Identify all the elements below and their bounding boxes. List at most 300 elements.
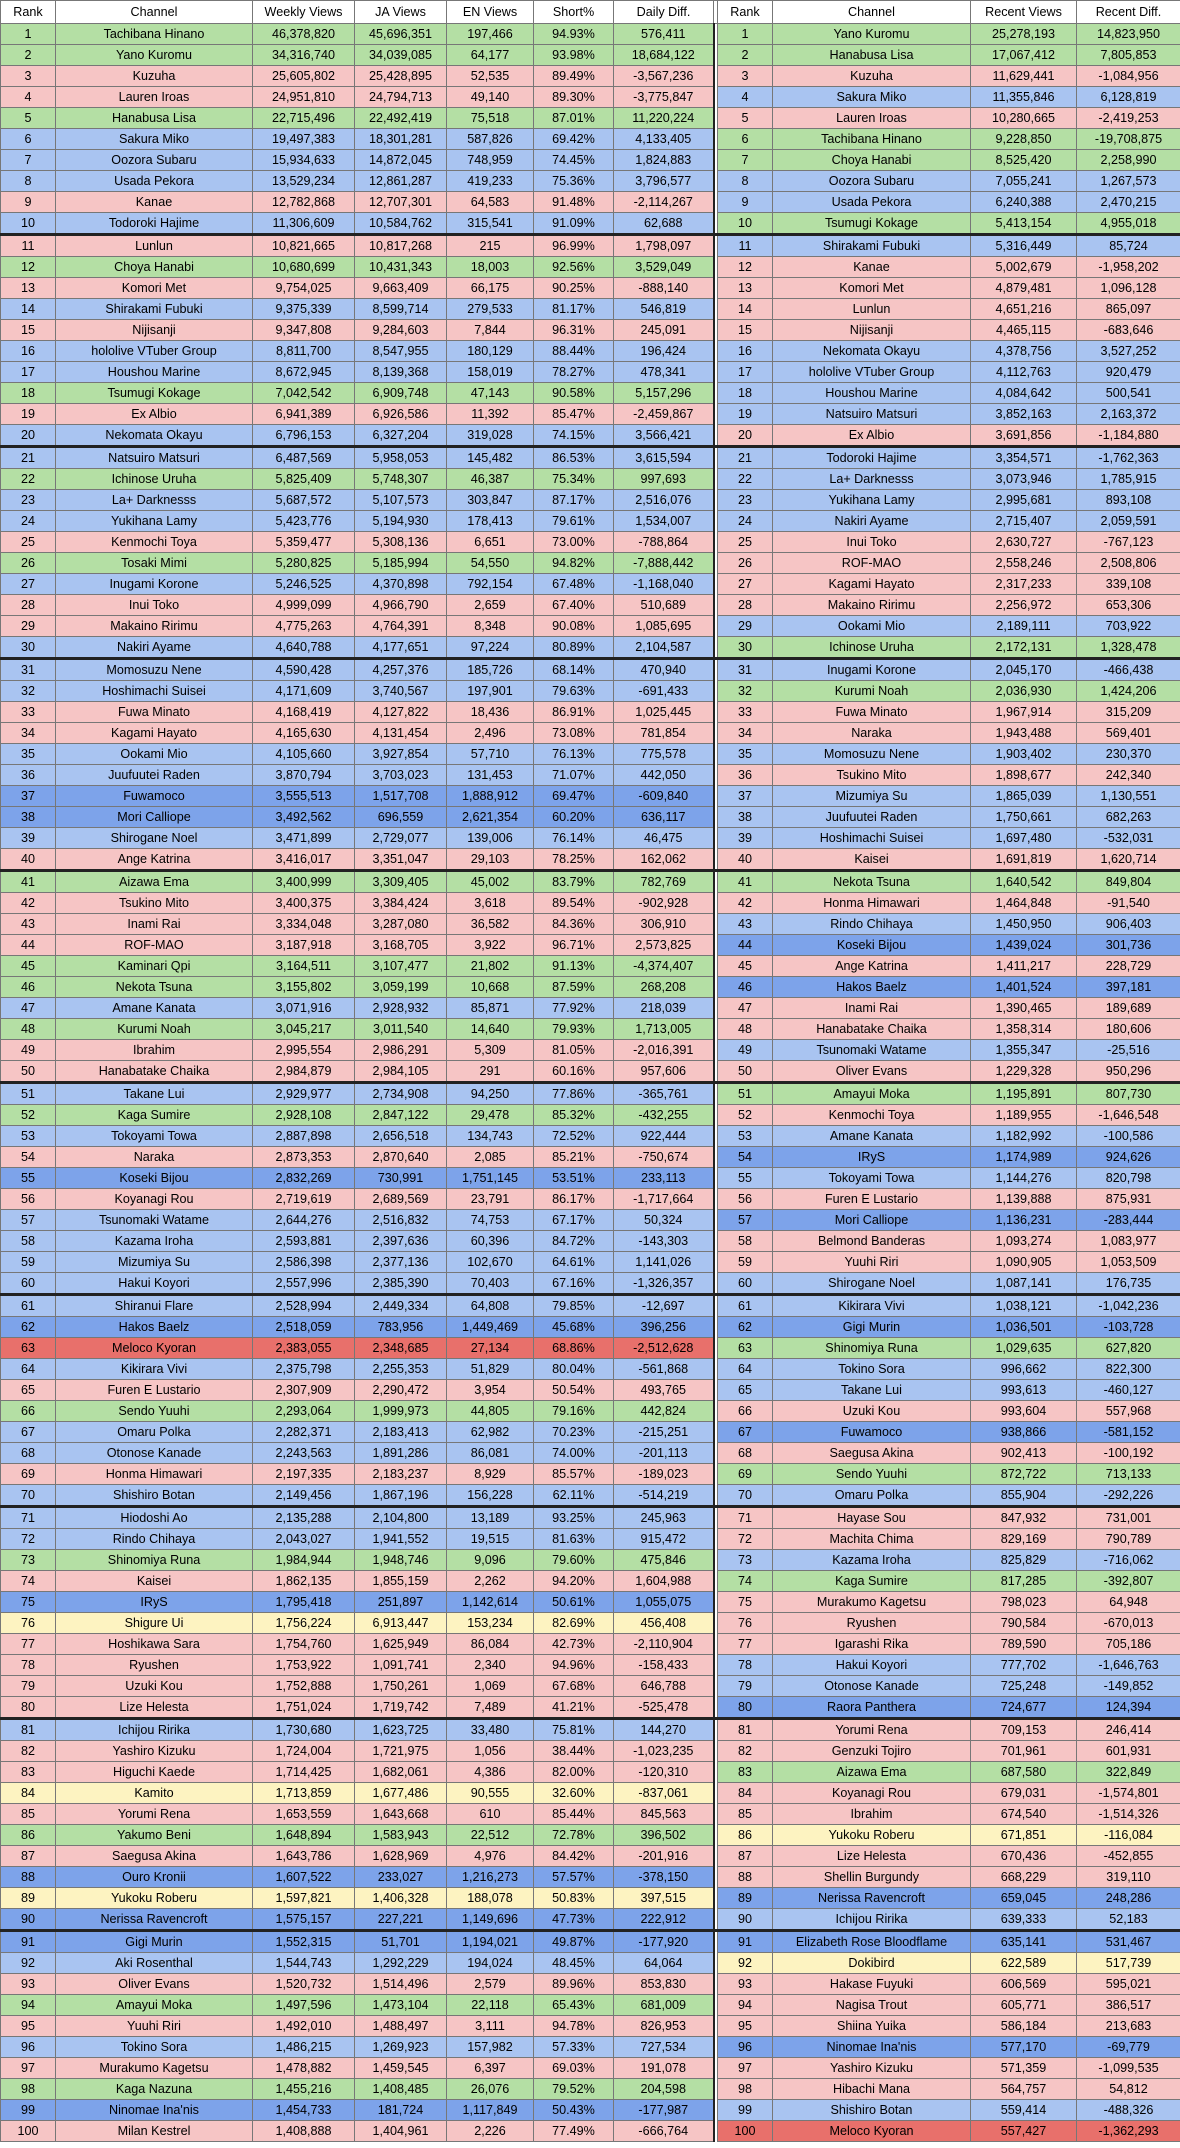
table-row <box>718 659 1180 681</box>
table-row <box>718 1783 1180 1804</box>
recent-views-cell: 1,029,635 <box>971 1338 1077 1359</box>
recent-diff-cell: 248,286 <box>1077 1888 1180 1909</box>
ja-views-cell: 2,689,569 <box>355 1189 447 1210</box>
daily-diff-cell: 456,408 <box>614 1613 714 1634</box>
rank-cell: 41 <box>718 871 773 893</box>
en-views-cell: 13,189 <box>447 1507 534 1529</box>
recent-views-cell: 1,038,121 <box>971 1295 1077 1317</box>
weekly-views-cell: 1,653,559 <box>253 1804 355 1825</box>
recent-views-cell: 709,153 <box>971 1719 1077 1741</box>
channel-cell: Tsunomaki Watame <box>56 1210 253 1231</box>
recent-diff-cell: 531,467 <box>1077 1931 1180 1953</box>
rank-cell: 49 <box>1 1040 56 1061</box>
rank-cell: 60 <box>1 1273 56 1295</box>
weekly-views-cell: 9,754,025 <box>253 278 355 299</box>
short-pct-cell: 32.60% <box>534 1783 614 1804</box>
short-pct-cell: 89.96% <box>534 1974 614 1995</box>
ja-views-cell: 1,625,949 <box>355 1634 447 1655</box>
recent-diff-cell: 875,931 <box>1077 1189 1180 1210</box>
daily-diff-cell: 475,846 <box>614 1550 714 1571</box>
rank-cell: 10 <box>1 213 56 235</box>
table-row <box>718 320 1180 341</box>
recent-views-cell: 1,195,891 <box>971 1083 1077 1105</box>
ja-views-cell: 1,999,973 <box>355 1401 447 1422</box>
channel-cell: Kikirara Vivi <box>56 1359 253 1380</box>
short-pct-cell: 89.30% <box>534 87 614 108</box>
channel-cell: Ookami Mio <box>773 616 971 637</box>
rank-cell: 18 <box>718 383 773 404</box>
rank-cell: 22 <box>718 469 773 490</box>
recent-views-cell: 5,002,679 <box>971 257 1077 278</box>
ja-views-cell: 233,027 <box>355 1867 447 1888</box>
channel-cell: Kamito <box>56 1783 253 1804</box>
ja-views-cell: 5,308,136 <box>355 532 447 553</box>
channel-cell: Lunlun <box>56 235 253 257</box>
recent-diff-cell: 7,805,853 <box>1077 45 1180 66</box>
rank-cell: 54 <box>1 1147 56 1168</box>
ja-views-cell: 3,011,540 <box>355 1019 447 1040</box>
recent-views-cell: 789,590 <box>971 1634 1077 1655</box>
short-pct-cell: 79.93% <box>534 1019 614 1040</box>
table-row <box>718 1422 1180 1443</box>
header-short-pct: Short% <box>534 1 614 24</box>
daily-diff-cell: -691,433 <box>614 681 714 702</box>
short-pct-cell: 78.27% <box>534 362 614 383</box>
weekly-views-cell: 4,105,660 <box>253 744 355 765</box>
daily-diff-cell: -1,326,357 <box>614 1273 714 1295</box>
rank-cell: 45 <box>1 956 56 977</box>
weekly-views-cell: 3,492,562 <box>253 807 355 828</box>
rank-cell: 94 <box>718 1995 773 2016</box>
weekly-views-cell: 5,280,825 <box>253 553 355 574</box>
recent-diff-cell: -1,099,535 <box>1077 2058 1180 2079</box>
recent-views-cell: 4,879,481 <box>971 278 1077 299</box>
short-pct-cell: 81.63% <box>534 1529 614 1550</box>
rank-cell: 70 <box>1 1485 56 1507</box>
ja-views-cell: 3,168,705 <box>355 935 447 956</box>
recent-views-cell: 2,630,727 <box>971 532 1077 553</box>
channel-cell: Oliver Evans <box>56 1974 253 1995</box>
recent-views-cell: 577,170 <box>971 2037 1077 2058</box>
weekly-views-cell: 24,951,810 <box>253 87 355 108</box>
en-views-cell: 44,805 <box>447 1401 534 1422</box>
weekly-views-cell: 1,754,760 <box>253 1634 355 1655</box>
short-pct-cell: 76.13% <box>534 744 614 765</box>
short-pct-cell: 94.93% <box>534 24 614 45</box>
rank-cell: 73 <box>718 1550 773 1571</box>
table-row <box>1 1040 718 1061</box>
table-row <box>718 935 1180 956</box>
rank-cell: 61 <box>718 1295 773 1317</box>
channel-cell: IRyS <box>56 1592 253 1613</box>
en-views-cell: 197,466 <box>447 24 534 45</box>
table-row <box>718 150 1180 171</box>
weekly-views-cell: 1,713,859 <box>253 1783 355 1804</box>
recent-diff-cell: 176,735 <box>1077 1273 1180 1295</box>
table-row <box>718 1762 1180 1783</box>
rank-cell: 99 <box>718 2100 773 2121</box>
en-views-cell: 315,541 <box>447 213 534 235</box>
rank-cell: 39 <box>1 828 56 849</box>
table-row <box>1 574 718 595</box>
channel-cell: Mori Calliope <box>56 807 253 828</box>
recent-diff-cell: -100,192 <box>1077 1443 1180 1464</box>
table-row <box>718 977 1180 998</box>
en-views-cell: 1,216,273 <box>447 1867 534 1888</box>
recent-views-cell: 605,771 <box>971 1995 1077 2016</box>
channel-cell: Nekomata Okayu <box>56 425 253 447</box>
recent-views-cell: 5,413,154 <box>971 213 1077 235</box>
rank-cell: 93 <box>718 1974 773 1995</box>
en-views-cell: 62,982 <box>447 1422 534 1443</box>
weekly-views-cell: 2,383,055 <box>253 1338 355 1359</box>
channel-cell: Machita Chima <box>773 1529 971 1550</box>
daily-diff-cell: 3,566,421 <box>614 425 714 447</box>
short-pct-cell: 90.58% <box>534 383 614 404</box>
short-pct-cell: 94.96% <box>534 1655 614 1676</box>
table-row <box>1 532 718 553</box>
channel-cell: Inui Toko <box>773 532 971 553</box>
table-row <box>1 1529 718 1550</box>
short-pct-cell: 85.47% <box>534 404 614 425</box>
header-rank: Rank <box>718 1 773 24</box>
weekly-views-cell: 11,306,609 <box>253 213 355 235</box>
short-pct-cell: 85.44% <box>534 1804 614 1825</box>
table-row <box>718 1443 1180 1464</box>
table-row <box>1 108 718 129</box>
ja-views-cell: 4,131,454 <box>355 723 447 744</box>
en-views-cell: 4,976 <box>447 1846 534 1867</box>
rank-cell: 96 <box>1 2037 56 2058</box>
weekly-views-cell: 3,164,511 <box>253 956 355 977</box>
channel-cell: Meloco Kyoran <box>773 2121 971 2142</box>
rank-cell: 34 <box>1 723 56 744</box>
rank-cell: 79 <box>1 1676 56 1697</box>
recent-diff-cell: -767,123 <box>1077 532 1180 553</box>
recent-views-cell: 2,317,233 <box>971 574 1077 595</box>
en-views-cell: 215 <box>447 235 534 257</box>
table-row <box>718 871 1180 893</box>
recent-diff-cell: 500,541 <box>1077 383 1180 404</box>
rank-cell: 86 <box>718 1825 773 1846</box>
daily-diff-cell: 4,133,405 <box>614 129 714 150</box>
daily-diff-cell: -432,255 <box>614 1105 714 1126</box>
weekly-views-cell: 4,165,630 <box>253 723 355 744</box>
rank-cell: 35 <box>1 744 56 765</box>
recent-views-cell: 571,359 <box>971 2058 1077 2079</box>
short-pct-cell: 45.68% <box>534 1317 614 1338</box>
recent-diff-cell: 820,798 <box>1077 1168 1180 1189</box>
recent-diff-cell: 557,968 <box>1077 1401 1180 1422</box>
table-row <box>718 1825 1180 1846</box>
daily-diff-cell: 781,854 <box>614 723 714 744</box>
table-row <box>1 935 718 956</box>
channel-cell: Hakos Baelz <box>56 1317 253 1338</box>
daily-diff-cell: 2,104,587 <box>614 637 714 659</box>
short-pct-cell: 73.00% <box>534 532 614 553</box>
daily-diff-cell: 2,516,076 <box>614 490 714 511</box>
rank-cell: 64 <box>1 1359 56 1380</box>
daily-diff-cell: 636,117 <box>614 807 714 828</box>
short-pct-cell: 86.53% <box>534 447 614 469</box>
short-pct-cell: 91.09% <box>534 213 614 235</box>
recent-views-cell: 798,023 <box>971 1592 1077 1613</box>
table-row <box>718 1231 1180 1252</box>
table-row <box>1 2121 718 2142</box>
ja-views-cell: 1,628,969 <box>355 1846 447 1867</box>
rank-cell: 33 <box>718 702 773 723</box>
ja-views-cell: 1,488,497 <box>355 2016 447 2037</box>
rank-cell: 9 <box>1 192 56 213</box>
recent-views-cell: 1,401,524 <box>971 977 1077 998</box>
rank-cell: 47 <box>718 998 773 1019</box>
en-views-cell: 49,140 <box>447 87 534 108</box>
rank-cell: 84 <box>718 1783 773 1804</box>
recent-diff-cell: 2,163,372 <box>1077 404 1180 425</box>
table-row <box>1 723 718 744</box>
rank-cell: 97 <box>1 2058 56 2079</box>
weekly-views-cell: 4,999,099 <box>253 595 355 616</box>
rank-cell: 69 <box>1 1464 56 1485</box>
rank-cell: 93 <box>1 1974 56 1995</box>
table-row <box>1 1655 718 1676</box>
ja-views-cell: 2,183,413 <box>355 1422 447 1443</box>
header-weekly-views: Weekly Views <box>253 1 355 24</box>
table-row <box>718 511 1180 532</box>
en-views-cell: 51,829 <box>447 1359 534 1380</box>
rank-cell: 84 <box>1 1783 56 1804</box>
channel-cell: Inami Rai <box>56 914 253 935</box>
weekly-views-cell: 1,520,732 <box>253 1974 355 1995</box>
recent-views-cell: 635,141 <box>971 1931 1077 1953</box>
table-row <box>718 1550 1180 1571</box>
weekly-views-cell: 1,497,596 <box>253 1995 355 2016</box>
ja-views-cell: 2,928,932 <box>355 998 447 1019</box>
rank-cell: 42 <box>718 893 773 914</box>
weekly-views-cell: 34,316,740 <box>253 45 355 66</box>
channel-cell: Houshou Marine <box>56 362 253 383</box>
rank-cell: 31 <box>1 659 56 681</box>
channel-cell: Saegusa Akina <box>56 1846 253 1867</box>
rank-cell: 41 <box>1 871 56 893</box>
recent-views-cell: 1,139,888 <box>971 1189 1077 1210</box>
table-row <box>1 1995 718 2016</box>
table-row <box>718 1401 1180 1422</box>
recent-diff-cell: 315,209 <box>1077 702 1180 723</box>
table-row <box>718 1061 1180 1083</box>
recent-views-cell: 1,358,314 <box>971 1019 1077 1040</box>
table-row <box>718 2037 1180 2058</box>
short-pct-cell: 76.14% <box>534 828 614 849</box>
recent-views-cell: 674,540 <box>971 1804 1077 1825</box>
channel-cell: Shiranui Flare <box>56 1295 253 1317</box>
en-views-cell: 197,901 <box>447 681 534 702</box>
channel-cell: Yorumi Rena <box>56 1804 253 1825</box>
table-row <box>718 914 1180 935</box>
channel-cell: Omaru Polka <box>773 1485 971 1507</box>
en-views-cell: 46,387 <box>447 469 534 490</box>
channel-cell: Yorumi Rena <box>773 1719 971 1741</box>
weekly-views-cell: 1,486,215 <box>253 2037 355 2058</box>
short-pct-cell: 94.20% <box>534 1571 614 1592</box>
channel-cell: Aizawa Ema <box>773 1762 971 1783</box>
recent-views-cell: 777,702 <box>971 1655 1077 1676</box>
channel-cell: Ibrahim <box>773 1804 971 1825</box>
weekly-views-cell: 1,751,024 <box>253 1697 355 1719</box>
short-pct-cell: 57.33% <box>534 2037 614 2058</box>
ja-views-cell: 2,729,077 <box>355 828 447 849</box>
ja-views-cell: 5,107,573 <box>355 490 447 511</box>
recent-diff-cell: 653,306 <box>1077 595 1180 616</box>
channel-cell: Momosuzu Nene <box>773 744 971 765</box>
table-row <box>1 1697 718 1719</box>
table-row <box>1 1168 718 1189</box>
channel-cell: Inugami Korone <box>56 574 253 595</box>
recent-views-cell: 2,189,111 <box>971 616 1077 637</box>
rank-cell: 50 <box>718 1061 773 1083</box>
ja-views-cell: 45,696,351 <box>355 24 447 45</box>
table-row <box>718 1974 1180 1995</box>
short-pct-cell: 73.08% <box>534 723 614 744</box>
recent-diff-cell: -683,646 <box>1077 320 1180 341</box>
table-row <box>718 1719 1180 1741</box>
channel-cell: Tachibana Hinano <box>773 129 971 150</box>
weekly-views-cell: 2,586,398 <box>253 1252 355 1273</box>
table-row <box>718 744 1180 765</box>
channel-cell: Natsuiro Matsuri <box>773 404 971 425</box>
rank-cell: 23 <box>718 490 773 511</box>
channel-cell: Amayui Moka <box>773 1083 971 1105</box>
table-row <box>718 2121 1180 2142</box>
rank-cell: 72 <box>1 1529 56 1550</box>
en-views-cell: 587,826 <box>447 129 534 150</box>
rank-cell: 5 <box>1 108 56 129</box>
weekly-views-cell: 3,187,918 <box>253 935 355 956</box>
channel-cell: Ninomae Ina'nis <box>56 2100 253 2121</box>
rank-cell: 48 <box>718 1019 773 1040</box>
short-pct-cell: 84.72% <box>534 1231 614 1252</box>
table-row <box>718 1846 1180 1867</box>
recent-views-cell: 2,256,972 <box>971 595 1077 616</box>
short-pct-cell: 67.40% <box>534 595 614 616</box>
ja-views-cell: 10,817,268 <box>355 235 447 257</box>
channel-cell: Fuwa Minato <box>56 702 253 723</box>
short-pct-cell: 67.16% <box>534 1273 614 1295</box>
recent-views-cell: 10,280,665 <box>971 108 1077 129</box>
channel-cell: hololive VTuber Group <box>773 362 971 383</box>
ja-views-cell: 730,991 <box>355 1168 447 1189</box>
table-row <box>718 87 1180 108</box>
daily-diff-cell: -788,864 <box>614 532 714 553</box>
weekly-views-cell: 1,643,786 <box>253 1846 355 1867</box>
channel-cell: Shishiro Botan <box>56 1485 253 1507</box>
channel-cell: Tokino Sora <box>773 1359 971 1380</box>
channel-cell: Amane Kanata <box>56 998 253 1019</box>
recent-views-cell: 9,228,850 <box>971 129 1077 150</box>
recent-views-cell: 817,285 <box>971 1571 1077 1592</box>
table-row <box>1 1592 718 1613</box>
recent-views-cell: 1,355,347 <box>971 1040 1077 1061</box>
recent-diff-cell: 601,931 <box>1077 1741 1180 1762</box>
rank-cell: 97 <box>718 2058 773 2079</box>
channel-cell: Yukoku Roberu <box>773 1825 971 1846</box>
en-views-cell: 3,954 <box>447 1380 534 1401</box>
table-row <box>718 595 1180 616</box>
weekly-views-cell: 3,555,513 <box>253 786 355 807</box>
table-row <box>1 1083 718 1105</box>
recent-diff-cell: 1,053,509 <box>1077 1252 1180 1273</box>
rank-cell: 56 <box>718 1189 773 1210</box>
table-row <box>1 1189 718 1210</box>
daily-diff-cell: -525,478 <box>614 1697 714 1719</box>
channel-cell: Yakumo Beni <box>56 1825 253 1846</box>
recent-diff-cell: 228,729 <box>1077 956 1180 977</box>
daily-diff-cell: 576,411 <box>614 24 714 45</box>
table-row <box>718 998 1180 1019</box>
daily-diff-cell: 397,515 <box>614 1888 714 1909</box>
channel-cell: Kurumi Noah <box>773 681 971 702</box>
channel-cell: Mizumiya Su <box>56 1252 253 1273</box>
daily-diff-cell: 62,688 <box>614 213 714 235</box>
weekly-views-cell: 3,870,794 <box>253 765 355 786</box>
channel-cell: Mori Calliope <box>773 1210 971 1231</box>
rank-cell: 7 <box>1 150 56 171</box>
table-row <box>718 574 1180 595</box>
weekly-views-cell: 15,934,633 <box>253 150 355 171</box>
recent-views-cell: 671,851 <box>971 1825 1077 1846</box>
ja-views-cell: 1,682,061 <box>355 1762 447 1783</box>
weekly-views-cell: 4,171,609 <box>253 681 355 702</box>
ja-views-cell: 3,107,477 <box>355 956 447 977</box>
rank-cell: 71 <box>718 1507 773 1529</box>
rank-cell: 74 <box>1 1571 56 1592</box>
channel-cell: Murakumo Kagetsu <box>773 1592 971 1613</box>
daily-diff-cell: -2,459,867 <box>614 404 714 425</box>
rank-cell: 7 <box>718 150 773 171</box>
channel-cell: ROF-MAO <box>773 553 971 574</box>
en-views-cell: 22,512 <box>447 1825 534 1846</box>
rank-cell: 66 <box>1 1401 56 1422</box>
weekly-views-cell: 2,593,881 <box>253 1231 355 1252</box>
daily-diff-cell: -2,016,391 <box>614 1040 714 1061</box>
weekly-views-cell: 3,045,217 <box>253 1019 355 1040</box>
en-views-cell: 3,922 <box>447 935 534 956</box>
recent-diff-cell: -19,708,875 <box>1077 129 1180 150</box>
rank-cell: 95 <box>718 2016 773 2037</box>
channel-cell: Houshou Marine <box>773 383 971 404</box>
channel-cell: Milan Kestrel <box>56 2121 253 2142</box>
rank-cell: 26 <box>1 553 56 574</box>
recent-views-cell: 3,354,571 <box>971 447 1077 469</box>
rank-cell: 98 <box>1 2079 56 2100</box>
en-views-cell: 54,550 <box>447 553 534 574</box>
channel-cell: Shellin Burgundy <box>773 1867 971 1888</box>
table-row <box>1 1550 718 1571</box>
weekly-views-cell: 1,862,135 <box>253 1571 355 1592</box>
recent-views-cell: 3,073,946 <box>971 469 1077 490</box>
recent-views-cell: 1,865,039 <box>971 786 1077 807</box>
channel-cell: Oliver Evans <box>773 1061 971 1083</box>
table-row <box>718 1507 1180 1529</box>
rank-cell: 18 <box>1 383 56 404</box>
channel-cell: Tokoyami Towa <box>773 1168 971 1189</box>
channel-cell: Hakase Fuyuki <box>773 1974 971 1995</box>
daily-diff-cell: 1,534,007 <box>614 511 714 532</box>
rank-cell: 29 <box>718 616 773 637</box>
channel-cell: Kikirara Vivi <box>773 1295 971 1317</box>
ja-views-cell: 1,677,486 <box>355 1783 447 1804</box>
table-row <box>718 723 1180 744</box>
